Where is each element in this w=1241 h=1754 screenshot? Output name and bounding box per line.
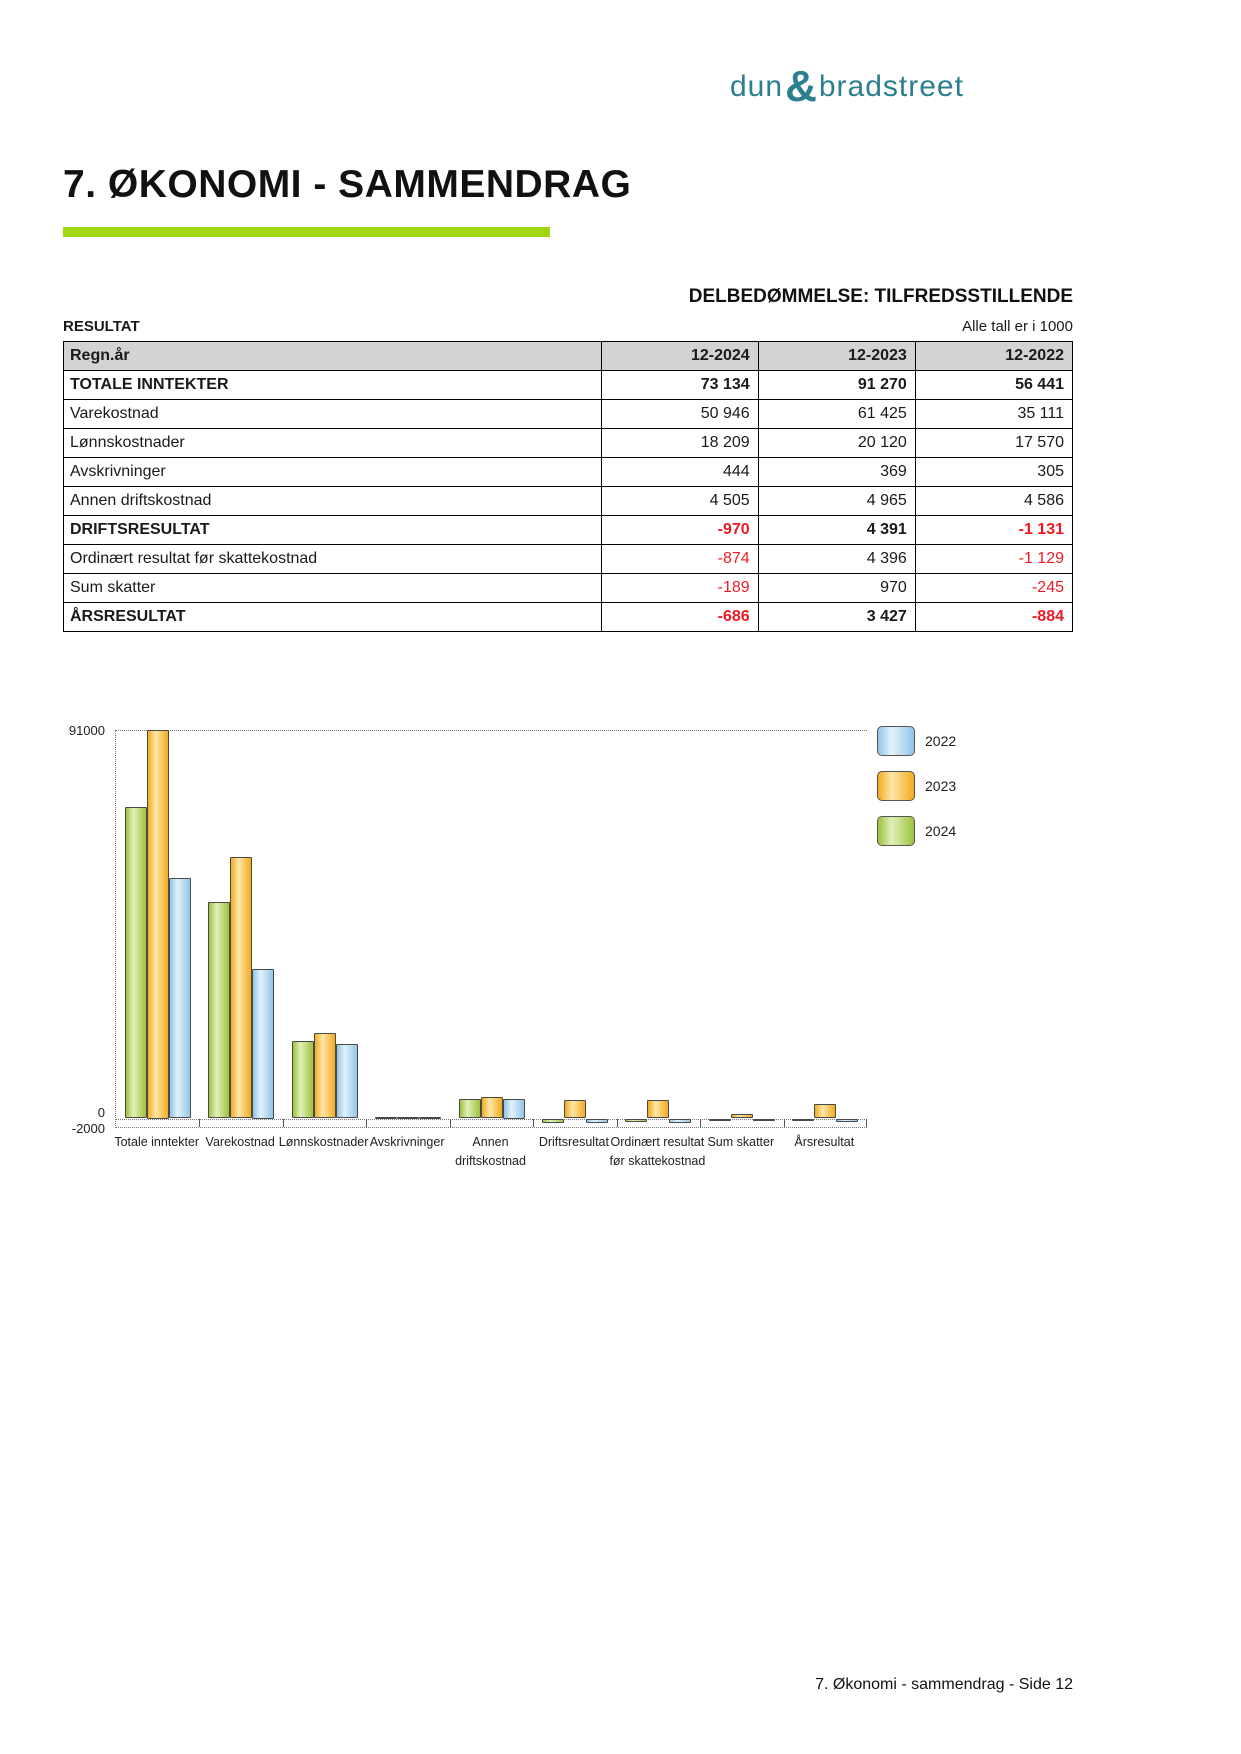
row-label: Lønnskostnader (64, 429, 602, 458)
bar-2024-8 (792, 1119, 814, 1122)
legend-item-2023 (877, 771, 956, 801)
bar-2022-7 (753, 1119, 775, 1121)
table-row (64, 458, 1073, 487)
row-value: 305 (915, 458, 1072, 487)
units-note: Alle tall er i 1000 (962, 318, 1073, 335)
y-axis-label-zero: 0 (97, 1104, 105, 1120)
column-header: Regn.år (64, 342, 602, 371)
bar-2023-6 (647, 1100, 669, 1119)
chart-plot-area (115, 730, 867, 1128)
row-value: 369 (758, 458, 915, 487)
column-header: 12-2022 (915, 342, 1072, 371)
row-value: 20 120 (758, 429, 915, 458)
x-axis-label: Totale inntekter (114, 1135, 200, 1149)
legend-item-2022 (877, 726, 956, 756)
table-row (64, 487, 1073, 516)
y-axis-label-max: 91000 (68, 723, 105, 738)
legend-swatch-2022 (877, 726, 915, 756)
bar-chart (63, 722, 1073, 1212)
row-value: -189 (601, 574, 758, 603)
row-value: 50 946 (601, 400, 758, 429)
axis-tick (866, 1119, 867, 1128)
dun-bradstreet-logo (730, 62, 964, 111)
chart-legend (877, 726, 956, 861)
assessment-heading: DELBEDØMMELSE: TILFREDSSTILLENDE (688, 286, 1073, 307)
bar-2022-4 (503, 1099, 525, 1119)
legend-label: 2023 (925, 778, 957, 794)
x-axis-label: Lønnskostnader (278, 1135, 369, 1149)
row-label: Varekostnad (64, 400, 602, 429)
x-axis-label: Sum skatter (707, 1135, 775, 1149)
row-label: Avskrivninger (64, 458, 602, 487)
column-header: 12-2024 (601, 342, 758, 371)
x-axis-label: Annen driftskostnad (455, 1135, 526, 1169)
table-row (64, 545, 1073, 574)
legend-swatch-2024 (877, 816, 915, 846)
table-row (64, 400, 1073, 429)
row-value: 35 111 (915, 400, 1072, 429)
logo-text-dun: dun (730, 70, 784, 103)
bar-2024-1 (208, 902, 230, 1119)
x-axis-label: Driftsresultat (538, 1135, 609, 1149)
table-row (64, 429, 1073, 458)
bar-2024-3 (375, 1117, 397, 1119)
legend-swatch-2023 (877, 771, 915, 801)
bar-2022-3 (419, 1117, 441, 1119)
bar-2022-8 (836, 1119, 858, 1123)
row-value: -970 (601, 516, 758, 545)
bar-2022-0 (169, 878, 191, 1118)
row-value: -245 (915, 574, 1072, 603)
row-value: 4 391 (758, 516, 915, 545)
bar-2023-5 (564, 1100, 586, 1119)
row-value: 4 505 (601, 487, 758, 516)
table-row (64, 603, 1073, 632)
row-value: 56 441 (915, 371, 1072, 400)
logo-text-bradstreet: bradstreet (818, 70, 964, 103)
legend-label: 2024 (925, 823, 957, 839)
axis-tick (366, 1119, 367, 1128)
bar-2024-4 (459, 1099, 481, 1118)
row-value: 73 134 (601, 371, 758, 400)
bar-2024-7 (709, 1119, 731, 1121)
bar-2023-0 (147, 730, 169, 1119)
x-axis-label: Avskrivninger (369, 1135, 445, 1149)
axis-tick (617, 1119, 618, 1128)
row-label: TOTALE INNTEKTER (64, 371, 602, 400)
table-row (64, 574, 1073, 603)
row-value: -686 (601, 603, 758, 632)
axis-tick (700, 1119, 701, 1128)
page-title: 7. ØKONOMI - SAMMENDRAG (63, 163, 632, 206)
bar-2022-1 (252, 969, 274, 1119)
axis-tick (283, 1119, 284, 1128)
axis-tick (199, 1119, 200, 1128)
axis-tick (450, 1119, 451, 1128)
table-row (64, 516, 1073, 545)
row-value: 17 570 (915, 429, 1072, 458)
row-value: 18 209 (601, 429, 758, 458)
legend-label: 2022 (925, 733, 957, 749)
row-value: -1 129 (915, 545, 1072, 574)
bar-2024-0 (125, 807, 147, 1118)
row-value: 3 427 (758, 603, 915, 632)
row-value: 4 965 (758, 487, 915, 516)
bar-2024-6 (625, 1119, 647, 1123)
row-value: -884 (915, 603, 1072, 632)
row-value: -874 (601, 545, 758, 574)
bar-2023-8 (814, 1104, 836, 1119)
logo-ampersand-icon: & (785, 62, 817, 111)
results-table-body (64, 371, 1073, 632)
row-value: 970 (758, 574, 915, 603)
table-row (64, 371, 1073, 400)
row-value: 61 425 (758, 400, 915, 429)
column-header: 12-2023 (758, 342, 915, 371)
x-axis-label: Varekostnad (205, 1135, 275, 1149)
bar-2024-2 (292, 1041, 314, 1119)
x-axis-label: Ordinært resultat før skattekostnad (609, 1135, 706, 1169)
bar-2022-6 (669, 1119, 691, 1124)
bar-2024-5 (542, 1119, 564, 1123)
row-label: DRIFTSRESULTAT (64, 516, 602, 545)
legend-item-2024 (877, 816, 956, 846)
row-label: Sum skatter (64, 574, 602, 603)
y-axis-label-min: -2000 (71, 1121, 105, 1136)
row-value: 4 586 (915, 487, 1072, 516)
row-label: Ordinært resultat før skattekostnad (64, 545, 602, 574)
row-value: 444 (601, 458, 758, 487)
results-table (63, 341, 1073, 632)
row-label: Annen driftskostnad (64, 487, 602, 516)
section-label: RESULTAT (63, 318, 140, 335)
bar-2022-5 (586, 1119, 608, 1124)
axis-tick (533, 1119, 534, 1128)
bar-2023-1 (230, 857, 252, 1119)
bar-2023-4 (481, 1097, 503, 1118)
row-label: ÅRSRESULTAT (64, 603, 602, 632)
row-value: 91 270 (758, 371, 915, 400)
page-footer: 7. Økonomi - sammendrag - Side 12 (815, 1676, 1073, 1693)
title-accent-bar (63, 227, 550, 237)
row-value: -1 131 (915, 516, 1072, 545)
bar-2022-2 (336, 1044, 358, 1119)
bar-2023-3 (397, 1117, 419, 1119)
results-table-header-row (64, 342, 1073, 371)
bar-2023-7 (731, 1114, 753, 1118)
x-axis-label: Årsresultat (794, 1135, 855, 1149)
axis-tick (784, 1119, 785, 1128)
row-value: 4 396 (758, 545, 915, 574)
bar-2023-2 (314, 1033, 336, 1119)
